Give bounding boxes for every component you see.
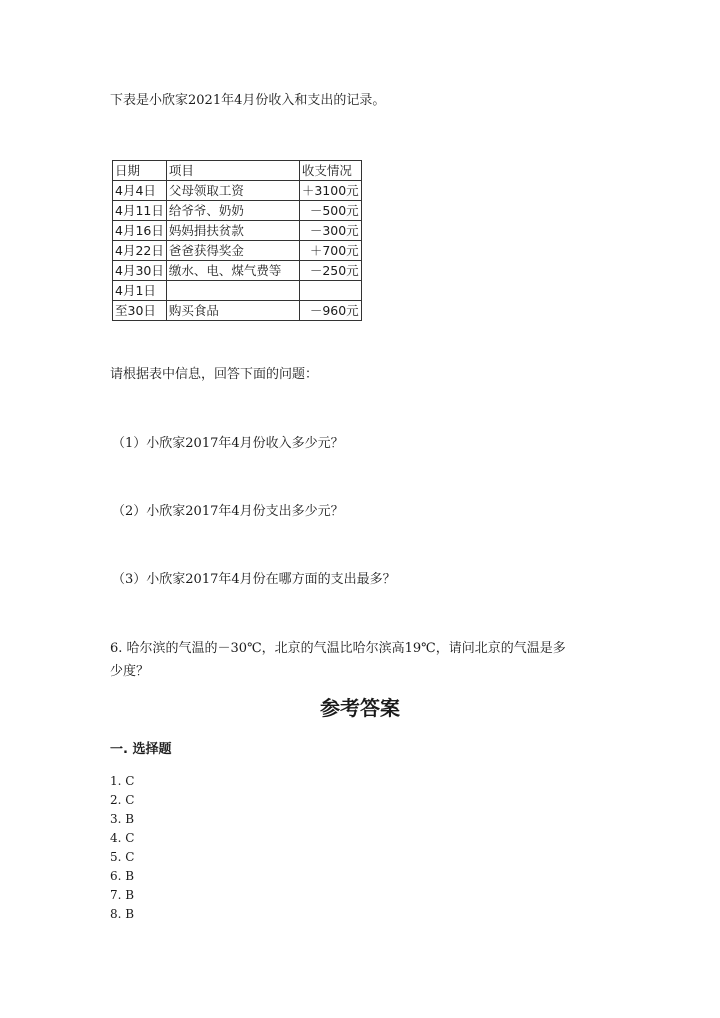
cell-amount bbox=[299, 281, 361, 301]
cell-amount: ＋700元 bbox=[299, 241, 361, 261]
cell-item: 父母领取工资 bbox=[166, 181, 299, 201]
cell-item: 给爷爷、奶奶 bbox=[166, 201, 299, 221]
cell-item: 爸爸获得奖金 bbox=[166, 241, 299, 261]
table-row bbox=[113, 301, 362, 321]
cell-amount: ＋3100元 bbox=[299, 181, 361, 201]
header-item: 项目 bbox=[166, 161, 299, 181]
cell-date: 4月16日 bbox=[113, 221, 167, 241]
question-6-line-1: 6. 哈尔滨的气温的－30℃，北京的气温比哈尔滨高19℃，请问北京的气温是多 bbox=[110, 641, 566, 656]
cell-date: 4月30日 bbox=[113, 261, 167, 281]
table-header-row bbox=[113, 161, 362, 181]
question-6-line-2: 少度？ bbox=[110, 664, 150, 679]
prompt-text: 请根据表中信息，回答下面的问题： bbox=[110, 367, 319, 382]
answer-list bbox=[110, 772, 134, 924]
table-row bbox=[113, 181, 362, 201]
cell-amount: －250元 bbox=[299, 261, 361, 281]
header-date: 日期 bbox=[113, 161, 167, 181]
list-item: 1. C bbox=[110, 774, 135, 788]
cell-date: 4月1日 bbox=[113, 281, 167, 301]
intro-text: 下表是小欣家2021年4月份收入和支出的记录。 bbox=[110, 93, 386, 108]
cell-amount: －500元 bbox=[299, 201, 361, 221]
cell-date: 至30日 bbox=[113, 301, 167, 321]
cell-date: 4月4日 bbox=[113, 181, 167, 201]
header-amount: 收支情况 bbox=[299, 161, 361, 181]
cell-date: 4月22日 bbox=[113, 241, 167, 261]
cell-item: 缴水、电、煤气费等 bbox=[166, 261, 299, 281]
list-item: 3. B bbox=[110, 812, 135, 826]
income-expense-table bbox=[112, 160, 362, 321]
question-3: （3）小欣家2017年4月份在哪方面的支出最多？ bbox=[112, 572, 396, 587]
cell-item: 妈妈捐扶贫款 bbox=[166, 221, 299, 241]
cell-item: 购买食品 bbox=[166, 301, 299, 321]
answer-heading: 参考答案 bbox=[320, 696, 400, 720]
list-item: 2. C bbox=[110, 793, 135, 807]
list-item: 7. B bbox=[110, 888, 135, 902]
table-row bbox=[113, 241, 362, 261]
question-2: （2）小欣家2017年4月份支出多少元？ bbox=[112, 504, 344, 519]
question-1: （1）小欣家2017年4月份收入多少元？ bbox=[112, 436, 344, 451]
list-item: 4. C bbox=[110, 831, 135, 845]
list-item: 5. C bbox=[110, 850, 135, 864]
list-item: 6. B bbox=[110, 869, 135, 883]
cell-item bbox=[166, 281, 299, 301]
cell-date: 4月11日 bbox=[113, 201, 167, 221]
table-row bbox=[113, 221, 362, 241]
table-row bbox=[113, 261, 362, 281]
cell-amount: －300元 bbox=[299, 221, 361, 241]
list-item: 8. B bbox=[110, 907, 135, 921]
cell-amount: －960元 bbox=[299, 301, 361, 321]
table-row bbox=[113, 201, 362, 221]
section-title: 一. 选择题 bbox=[110, 742, 172, 757]
table-row bbox=[113, 281, 362, 301]
